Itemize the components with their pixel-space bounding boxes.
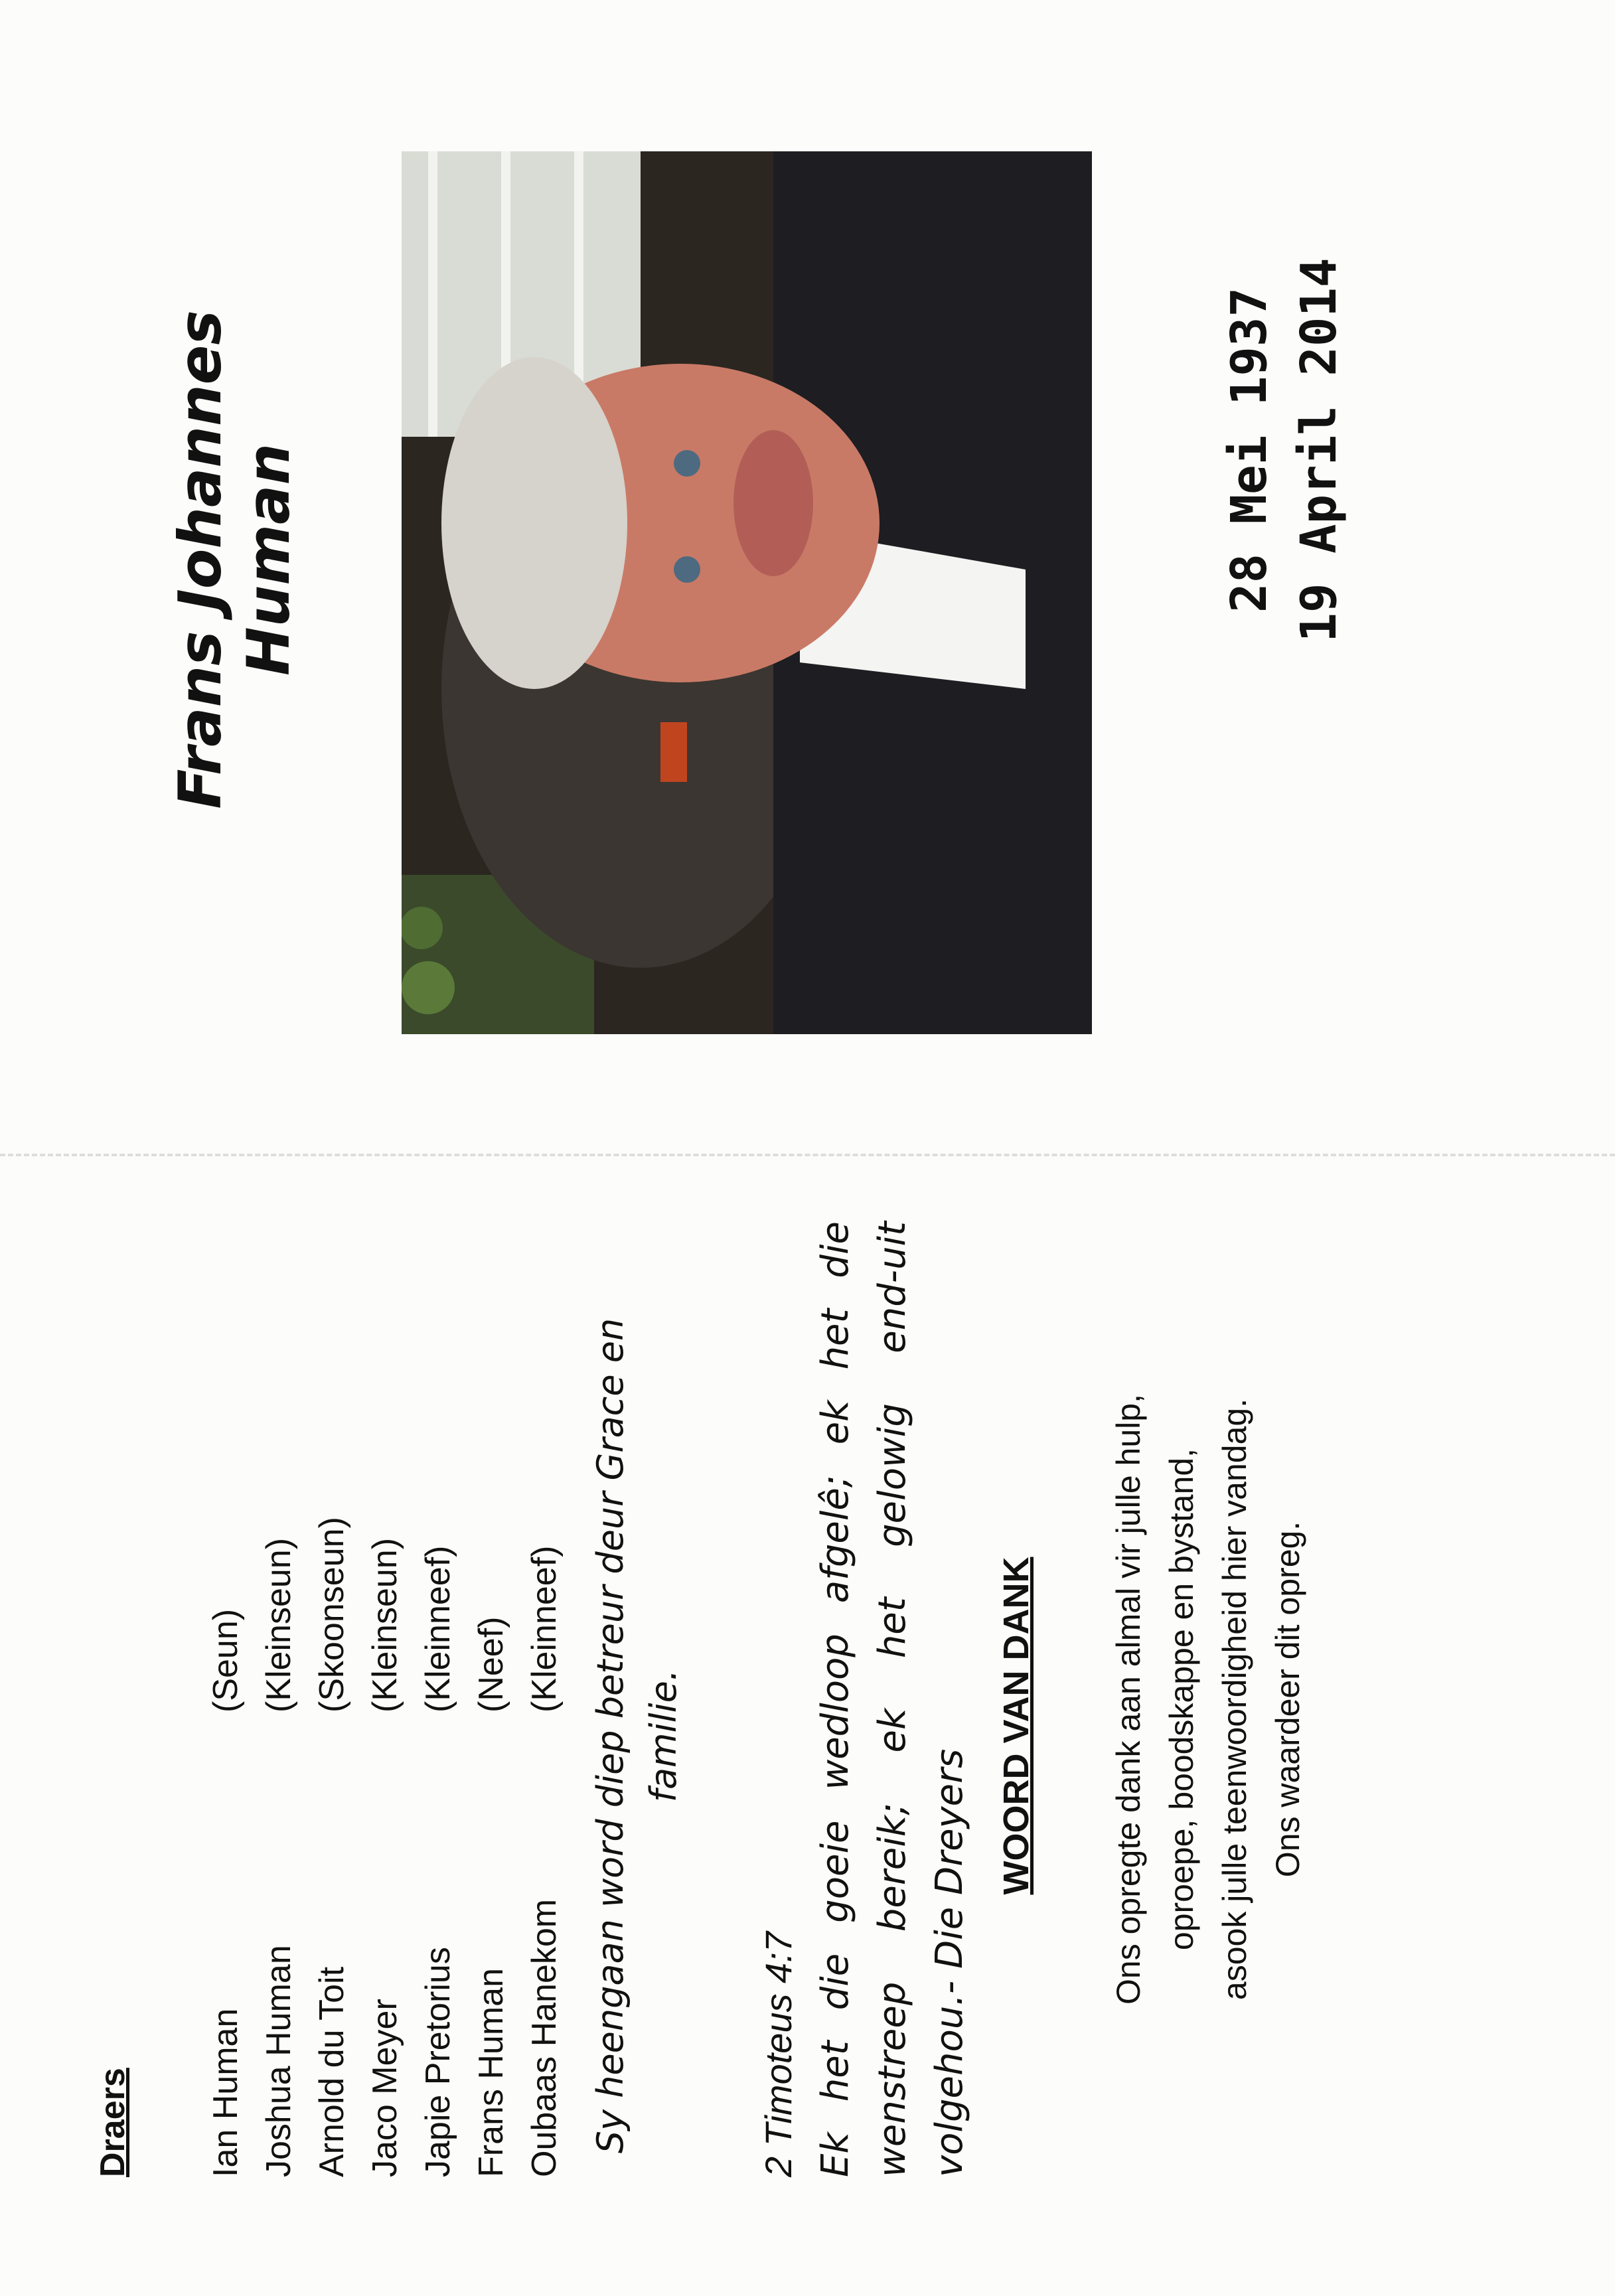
bearer-name: Japie Pretorius <box>419 1947 457 2177</box>
bearer-name: Ian Human <box>206 2008 245 2177</box>
birth-date: 28 Mei 1937 <box>1221 287 1278 613</box>
verse-reference: 2 Timoteus 4:7 <box>757 1932 799 2177</box>
thanks-line: Ons waardeer dit opreg. <box>1269 1521 1306 1878</box>
portrait-illustration <box>402 151 1092 1034</box>
bearer-name: Arnold du Toit <box>313 1966 351 2177</box>
inner-panel <box>0 1168 1615 2283</box>
bearer-relation: (Kleinneef) <box>525 1545 564 1713</box>
bible-verse <box>750 1221 978 2177</box>
thanks-line: asook julle teenwoordigheid hier vandag. <box>1216 1398 1253 2001</box>
list-item <box>518 1314 571 2177</box>
list-item <box>465 1314 518 2177</box>
thanks-heading: WOORD VAN DANK <box>996 1557 1036 1895</box>
list-item <box>199 1314 252 2177</box>
bearers-list <box>199 1314 571 2177</box>
list-item <box>412 1314 465 2177</box>
thanks-line: oproepe, boodskappe en bystand, <box>1163 1448 1200 1951</box>
bearer-name: Oubaas Hanekom <box>525 1898 564 2177</box>
bearer-relation: (Kleinneef) <box>419 1545 457 1713</box>
list-item <box>358 1314 412 2177</box>
fold-line <box>0 1154 1615 1156</box>
life-dates <box>1215 185 1354 716</box>
bearer-relation: (Kleinseun) <box>260 1537 298 1713</box>
thanks-message <box>1102 1155 1314 2244</box>
bearer-name: Jaco Meyer <box>366 1999 404 2177</box>
portrait-photo <box>402 151 1092 1034</box>
death-date: 19 April 2014 <box>1290 258 1347 643</box>
bearer-relation: (Skoonseun) <box>313 1517 351 1713</box>
bearer-relation: (Kleinseun) <box>366 1537 404 1713</box>
bearer-relation: (Seun) <box>206 1608 245 1713</box>
thanks-line: Ons opregte dank aan almal vir julle hulp, <box>1110 1394 1147 2005</box>
bearer-name: Frans Human <box>472 1968 510 2177</box>
list-item <box>305 1314 358 2177</box>
deceased-name: Frans Johannes Human <box>166 310 303 809</box>
list-item <box>252 1314 305 2177</box>
mourning-note: Sy heengaan word diep betreur deur Grace en familie. <box>589 1318 684 2154</box>
bearers-heading: Draers <box>94 2068 132 2177</box>
bearer-relation: (Neef) <box>472 1616 510 1713</box>
bearer-name: Joshua Human <box>260 1945 298 2177</box>
verse-text: Ek het die goeie wedloop afgelê; ek het die wenstreep bereik; ek het gelowig end-uit volgehou.- Die Dreyers <box>814 1221 971 2177</box>
